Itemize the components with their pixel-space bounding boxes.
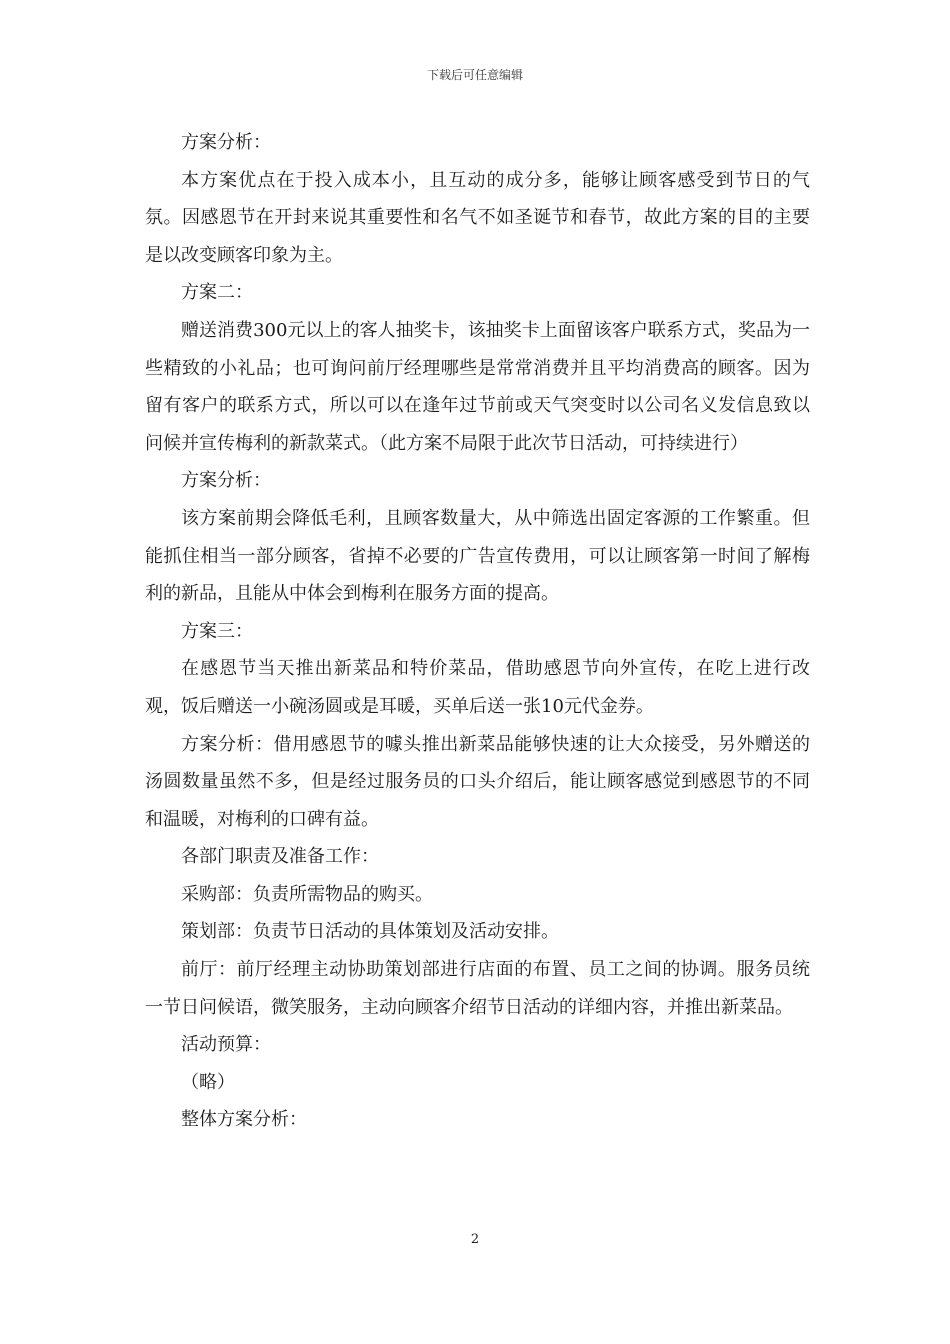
paragraph-plan-3-text: 在感恩节当天推出新菜品和特价菜品，借助感恩节向外宣传，在吃上进行改观，饭后赠送一小碗汤圆或是耳暖，买单后送一张10元代金券。 xyxy=(145,658,810,717)
paragraph-plan-2-text: 赠送消费300元以上的客人抽奖卡，该抽奖卡上面留该客户联系方式，奖品为一些精致的小礼品；也可询问前厅经理哪些是常常消费并且平均消费高的顾客。因为留有客户的联系方式，所以可以在逢年过节前或天气突变时以公司名义发信息致以问候并宣传梅利的新款菜式。（此方案不局限于此次节日活动，可持续进行） xyxy=(145,319,810,454)
paragraph-plan-3-heading: 方案三： xyxy=(181,620,253,642)
paragraph-plan-1-analysis-text: 本方案优点在于投入成本小，且互动的成分多，能够让顾客感受到节日的气氛。因感恩节在开封来说其重要性和名气不如圣诞节和春节，故此方案的目的主要是以改变顾客印象为主。 xyxy=(145,169,810,266)
paragraph-department-duties-heading: 各部门职责及准备工作： xyxy=(181,846,379,868)
paragraph-plan-analysis-2: 方案分析： xyxy=(181,470,271,492)
paragraph-plan-2-heading: 方案二： xyxy=(181,282,253,304)
paragraph-plan-2-analysis-text: 该方案前期会降低毛利，且顾客数量大，从中筛选出固定客源的工作繁重。但能抓住相当一部分顾客，省掉不必要的广告宣传费用，可以让顾客第一时间了解梅利的新品，且能从中体会到梅利在服务方面的提高。 xyxy=(145,507,810,605)
paragraph-budget-heading: 活动预算： xyxy=(181,1034,271,1056)
paragraph-budget-omitted: （略） xyxy=(181,1071,235,1093)
paragraph-purchasing-dept: 采购部：负责所需物品的购买。 xyxy=(181,883,433,905)
page-header-note: 下载后可任意编辑 xyxy=(426,68,523,82)
paragraph-front-hall: 前厅：前厅经理主动协助策划部进行店面的布置、员工之间的协调。服务员统一节日问候语，微笑服务，主动向顾客介绍节日活动的详细内容，并推出新菜品。 xyxy=(145,959,810,1018)
paragraph-plan-3-analysis: 方案分析：借用感恩节的噱头推出新菜品能够快速的让大众接受，另外赠送的汤圆数量虽然不多，但是经过服务员的口头介绍后，能让顾客感觉到感恩节的不同和温暖，对梅利的口碑有益。 xyxy=(145,733,810,830)
paragraph-plan-analysis-1: 方案分析： xyxy=(181,132,271,153)
paragraph-planning-dept: 策划部：负责节日活动的具体策划及活动安排。 xyxy=(181,921,559,943)
page-number: 2 xyxy=(470,1232,480,1247)
paragraph-overall-analysis-heading: 整体方案分析： xyxy=(181,1109,307,1131)
document-body xyxy=(145,124,810,1139)
